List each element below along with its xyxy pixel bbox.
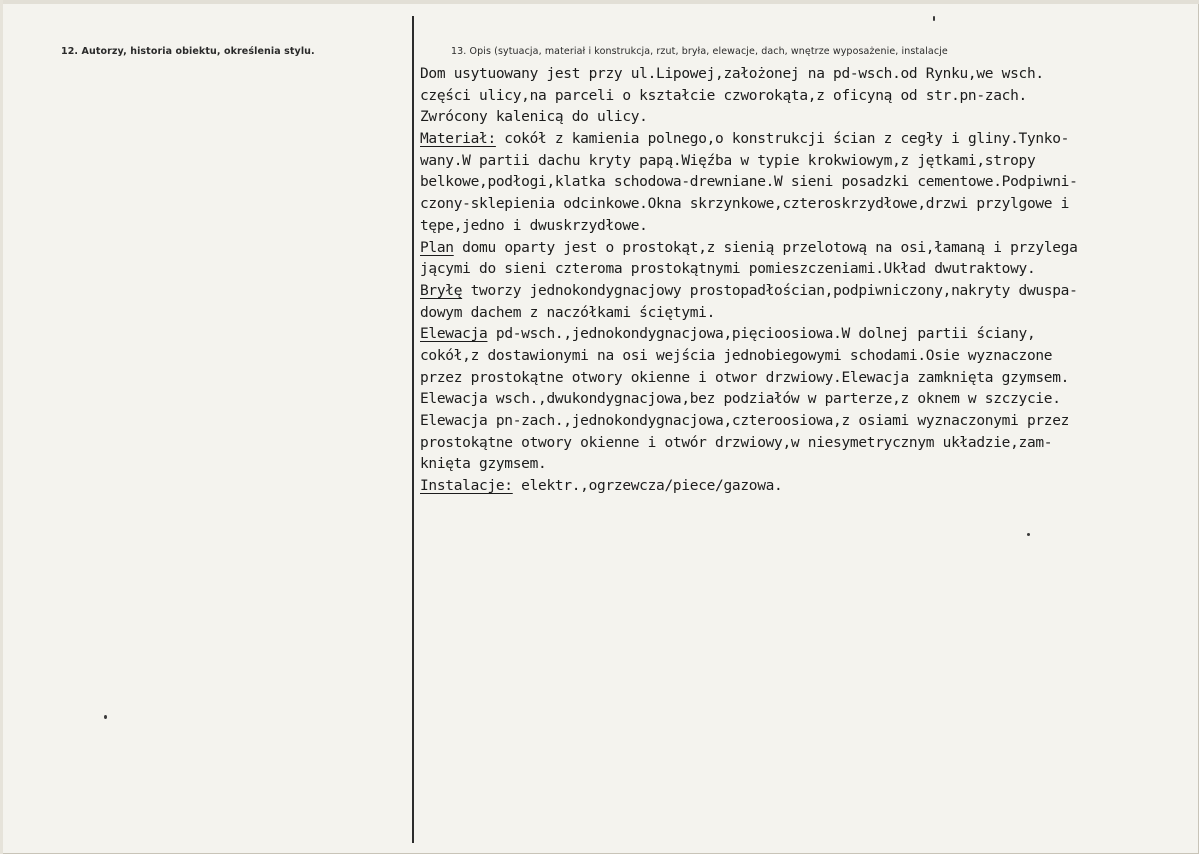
description-line [420,151,1190,173]
paragraph-heading: Elewacja [420,326,488,343]
description-line [420,107,1190,129]
description-line [420,129,1190,151]
description-line [420,389,1190,411]
section-13-label: 13. Opis (sytuacja, materiał i konstrukcja, rzut, bryła, elewacje, dach, wnętrze wyposażenie, instalacje [451,46,948,57]
line-text: tępe,jedno i dwuskrzydłowe. [420,217,648,234]
line-text: knięta gzymsem. [420,456,547,473]
description-line [420,216,1190,238]
paragraph-heading: Instalacje: [420,478,513,495]
line-text: jącymi do sieni czteroma prostokątnymi pomieszczeniami.Układ dwutraktowy. [420,261,1036,278]
description-line [420,303,1190,325]
ink-speck [1027,533,1030,536]
description-line [420,238,1190,260]
column-divider [412,16,414,843]
description-line [420,259,1190,281]
description-line [420,172,1190,194]
line-text: domu oparty jest o prostokąt,z sienią przelotową na osi,łamaną i przylega [453,239,1078,256]
description-line [420,86,1190,108]
description-line [420,346,1190,368]
line-text: prostokątne otwory okienne i otwór drzwiowy,w niesymetrycznym układzie,zam- [420,434,1053,451]
description-line [420,368,1190,390]
paragraph-heading: Plan [420,239,454,256]
paragraph-heading: Bryłę [420,282,463,299]
paper-edge-left [0,0,3,854]
line-text: Zwrócony kalenicą do ulicy. [420,109,648,126]
line-text: wany.W partii dachu kryty papą.Więźba w typie krokwiowym,z jętkami,stropy [420,152,1036,169]
line-text: Elewacja wsch.,dwukondygnacjowa,bez podziałów w parterze,z oknem w szczycie. [420,391,1061,408]
line-text: czony-sklepienia odcinkowe.Okna skrzynkowe,czteroskrzydłowe,drzwi przylgowe i [420,196,1070,213]
paragraph-heading: Materiał: [420,131,496,148]
ink-speck [933,16,935,21]
description-line [420,433,1190,455]
ink-speck [104,715,107,719]
line-text: Elewacja pn-zach.,jednokondygnacjowa,czteroosiowa,z osiami wyznaczonymi przez [420,413,1070,429]
description-line [420,194,1190,216]
line-text: Dom usytuowany jest przy ul.Lipowej,założonej na pd-wsch.od Rynku,we wsch. [420,66,1044,82]
line-text: cokół,z dostawionymi na osi wejścia jednobiegowymi schodami.Osie wyznaczone [420,347,1053,364]
description-line [420,411,1190,433]
line-text: pd-wsch.,jednokondygnacjowa,pięcioosiowa.W dolnej partii ściany, [487,326,1036,343]
section-12-label: 12. Autorzy, historia obiektu, określenia stylu. [61,46,315,57]
description-line [420,64,1190,86]
paper-edge-top [0,0,1199,4]
description-line [420,454,1190,476]
description-line [420,324,1190,346]
line-text: cokół z kamienia polnego,o konstrukcji ścian z cegły i gliny.Tynko- [495,131,1070,148]
description-line [420,281,1190,303]
line-text: dowym dachem z naczółkami ściętymi. [420,304,716,321]
typed-description [420,64,1190,498]
description-line [420,476,1190,498]
line-text: belkowe,podłogi,klatka schodowa-drewniane.W sieni posadzki cementowe.Podpiwni- [420,174,1078,191]
line-text: przez prostokątne otwory okienne i otwor drzwiowy.Elewacja zamknięta gzymsem. [420,369,1070,386]
line-text: części ulicy,na parceli o kształcie czworokąta,z oficyną od str.pn-zach. [420,87,1027,104]
line-text: elektr.,ogrzewcza/piece/gazowa. [512,478,783,495]
line-text: tworzy jednokondygnacjowy prostopadłościan,podpiwniczony,nakryty dwuspa- [462,282,1078,299]
